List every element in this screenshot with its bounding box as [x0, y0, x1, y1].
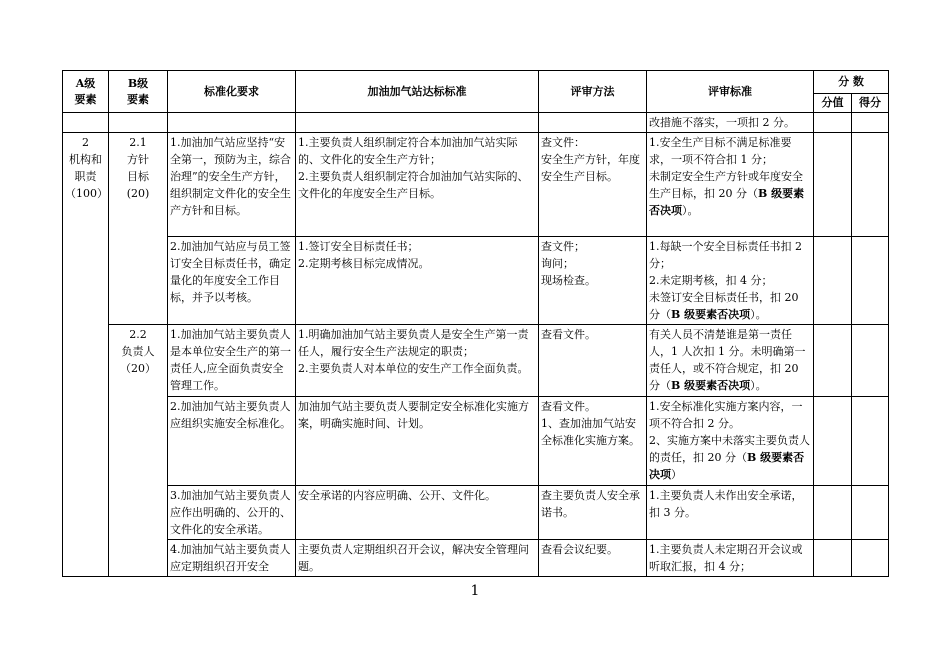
requirement-cell: 2.加油加气站主要负责人应组织实施安全标准化。	[168, 397, 296, 486]
standard-cell: 安全承诺的内容应明确、公开、文件化。	[296, 486, 539, 540]
header-criteria: 评审标准	[647, 71, 814, 113]
requirement-cell: 3.加油加气站主要负责人应作出明确的、公开的、文件化的安全承诺。	[168, 486, 296, 540]
criteria-cell: 1.主要负责人未作出安全承诺，扣 3 分。	[647, 486, 814, 540]
method-cell: 查文件； 询问； 现场检查。	[539, 237, 647, 325]
header-requirement: 标准化要求	[168, 71, 296, 113]
method-cell: 查看会议纪要。	[539, 540, 647, 577]
criteria-cell: 有关人员不清楚谁是第一责任人，1 人次扣 1 分。未明确第一责任人，或不符合规定，扣 20 分（B 级要素否决项）。	[647, 325, 814, 397]
method-cell: 查文件： 安全生产方针，年度安全生产目标。	[539, 133, 647, 237]
method-cell: 查看文件。 1、查加油加气站安全标准化实施方案。	[539, 397, 647, 486]
table-row	[63, 397, 889, 486]
b-element-cell: 2.1 方针 目标 (20)	[109, 133, 168, 325]
standard-cell: 加油加气站主要负责人要制定安全标准化实施方案，明确实施时间、计划。	[296, 397, 539, 486]
header-a-element: A级 要素	[63, 71, 109, 113]
criteria-cell: 1.主要负责人未定期召开会议或听取汇报，扣 4 分；	[647, 540, 814, 577]
a-element-cell: 2 机构和 职责 （100）	[63, 133, 109, 577]
page-number: 1	[470, 583, 480, 599]
criteria-cell: 1.每缺一个安全目标责任书扣 2 分； 2.未定期考核，扣 4 分； 未签订安全目标责任书，扣 20 分（B 级要素否决项）。	[647, 237, 814, 325]
header-method: 评审方法	[539, 71, 647, 113]
requirement-cell: 1.加油加气站应坚持“安全第一，预防为主，综合治理”的安全生产方针，组织制定文件化的安全生产方针和目标。	[168, 133, 296, 237]
table-row	[63, 325, 889, 397]
table-row	[63, 486, 889, 540]
method-cell: 查主要负责人安全承诺书。	[539, 486, 647, 540]
standard-cell: 1.明确加油加气站主要负责人是安全生产第一责任人，履行安全生产法规定的职责； 2.主要负责人对本单位的安生产工作全面负责。	[296, 325, 539, 397]
table-row	[63, 540, 889, 577]
requirement-cell: 4.加油加气站主要负责人应定期组织召开安全	[168, 540, 296, 577]
table-row	[63, 237, 889, 325]
standard-cell: 1.主要负责人组织制定符合本加油加气站实际的、文件化的安全生产方针； 2.主要负责人组织制定符合加油加气站实际的、文件化的年度安全生产目标。	[296, 133, 539, 237]
header-b-element: B级 要素	[109, 71, 168, 113]
standard-cell: 主要负责人定期组织召开会议，解决安全管理问题。	[296, 540, 539, 577]
header-points: 分值	[814, 94, 852, 113]
b-element-cell: 2.2 负责人 （20）	[109, 325, 168, 577]
table-row	[63, 113, 889, 133]
standard-cell: 1.签订安全目标责任书； 2.定期考核目标完成情况。	[296, 237, 539, 325]
header-got: 得分	[852, 94, 889, 113]
evaluation-table	[62, 70, 889, 577]
criteria-cell: 改措施不落实，一项扣 2 分。	[647, 113, 814, 133]
table-row	[63, 133, 889, 237]
header-score: 分 数	[814, 71, 889, 94]
criteria-cell: 1.安全标准化实施方案内容，一项不符合扣 2 分。 2、实施方案中未落实主要负责人的责任，扣 20 分（B 级要素否决项）	[647, 397, 814, 486]
header-standard: 加油加气站达标标准	[296, 71, 539, 113]
requirement-cell: 2.加油加气站应与员工签订安全目标责任书，确定量化的年度安全工作目标，并予以考核。	[168, 237, 296, 325]
requirement-cell: 1.加油加气站主要负责人是本单位安全生产的第一责任人,应全面负责安全管理工作。	[168, 325, 296, 397]
criteria-cell: 1.安全生产目标不满足标准要求，一项不符合扣 1 分； 未制定安全生产方针或年度安全生产目标，扣 20 分（B 级要素否决项）。	[647, 133, 814, 237]
method-cell: 查看文件。	[539, 325, 647, 397]
